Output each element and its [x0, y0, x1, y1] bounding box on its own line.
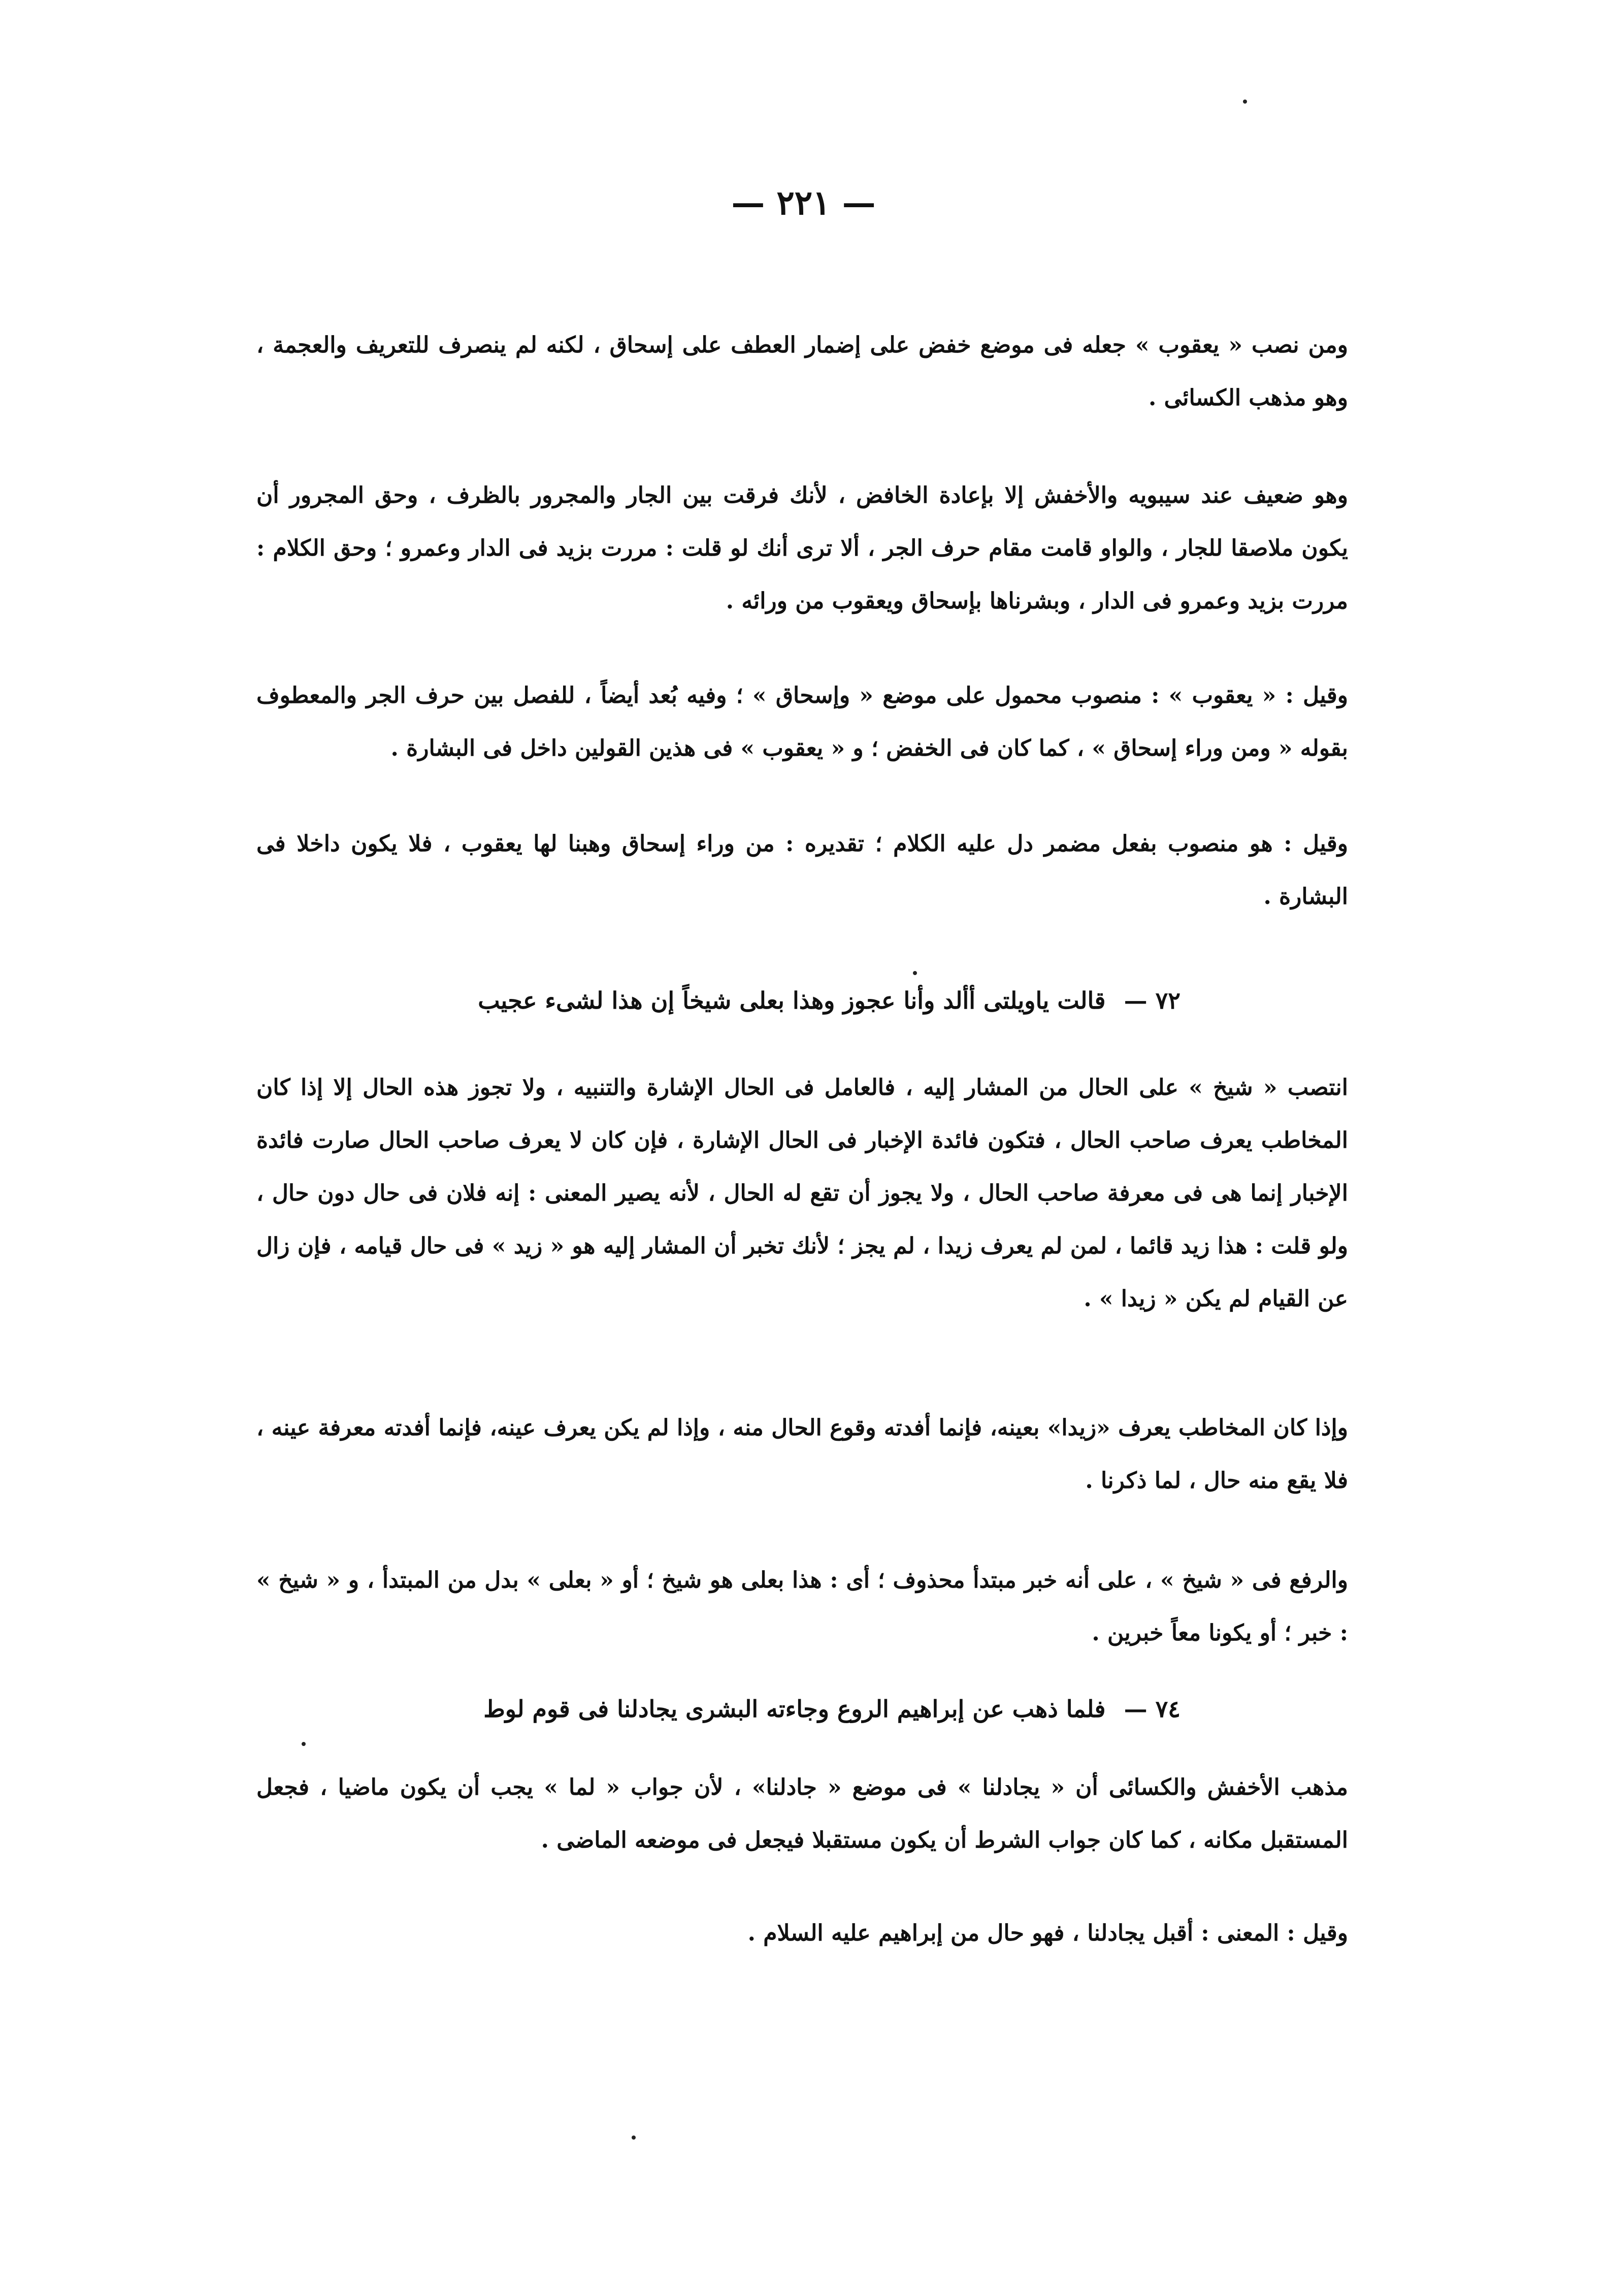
paragraph-fil-mudmar: وقيل : هو منصوب بفعل مضمر دل عليه الكلام ؛ تقديره : من وراء إسحاق وهبنا لها يعقوب ، فلا يكون داخلا فى البشارة .: [256, 831, 1348, 910]
paragraph-sibawayh: وهو ضعيف عند سيبويه والأخفش إلا بإعادة الخافض ، لأنك فرقت بين الجار والمجرور بالظرف ، وحق المجرور أن يكون ملاصقا للجار ، والواو قامت مقام حرف الجر ، ألا ترى أنك لو قلت : مررت بزيد فى الدار وعمرو ؛ وحق الكلام : مررت بزيد وعمرو فى الدار ، وبشرناها بإسحاق ويعقوب من ورائه .: [256, 482, 1348, 614]
paragraph-raf-shaykh: والرفع فى « شيخ » ، على أنه خبر مبتدأ محذوف ؛ أى : هذا بعلى هو شيخ ؛ أو « بعلى » بدل من المبتدأ ، و « شيخ » : خبر ؛ أو يكونا معاً خبرين .: [256, 1567, 1348, 1646]
scan-speck: [302, 1742, 306, 1746]
paragraph-aqbala: وقيل : المعنى : أقبل يجادلنا ، فهو حال من إبراهيم عليه السلام .: [747, 1920, 1348, 1946]
scan-speck: [913, 971, 917, 975]
scan-speck: [1243, 100, 1247, 104]
verse-number: ٧٢ —: [1124, 987, 1180, 1014]
verse-text: فلما ذهب عن إبراهيم الروع وجاءته البشرى يجادلنا فى قوم لوط: [483, 1695, 1106, 1723]
page-number: — ٢٢١ —: [731, 183, 876, 222]
verse-number: ٧٤ —: [1124, 1695, 1180, 1723]
verse-heading-72: [419, 980, 1180, 1021]
verse-text: قالت ياويلتى أألد وأنا عجوز وهذا بعلى شيخاً إن هذا لشىء عجيب: [478, 987, 1106, 1014]
paragraph-zayd-ayn: وإذا كان المخاطب يعرف «زيدا» بعينه، فإنما أفدته وقوع الحال منه ، وإذا لم يكن يعرف عينه، فإنما أفدته معرفة عينه ، فلا يقع منه حال ، لما ذكرنا .: [256, 1415, 1348, 1494]
paragraph-yaqub-khafd: ومن نصب « يعقوب » جعله فى موضع خفض على إضمار العطف على إسحاق ، لكنه لم ينصرف للتعريف والعجمة ، وهو مذهب الكسائى .: [256, 332, 1348, 411]
verse-heading-74: [419, 1689, 1180, 1729]
paragraph-yaqub-mansub: وقيل : « يعقوب » : منصوب محمول على موضع « وإسحاق » ؛ وفيه بُعد أيضاً ، للفصل بين حرف الجر والمعطوف بقوله « ومن وراء إسحاق » ، كما كان فى الخفض ؛ و « يعقوب » فى هذين القولين داخل فى البشارة .: [256, 683, 1348, 761]
scan-speck: [632, 2136, 636, 2140]
paragraph-shaykh-hal: انتصب « شيخ » على الحال من المشار إليه ، فالعامل فى الحال الإشارة والتنبيه ، ولا تجوز هذه الحال إلا إذا كان المخاطب يعرف صاحب الحال ، فتكون فائدة الإخبار فى الحال الإشارة ، فإن كان لا يعرف صاحب الحال صارت فائدة الإخبار إنما هى فى معرفة صاحب الحال ، ولا يجوز أن تقع له الحال ، لأنه يصير المعنى : إنه فلان فى حال دون حال ، ولو قلت : هذا زيد قائما ، لمن لم يعرف زيدا ، لم يجز ؛ لأنك تخبر أن المشار إليه هو « زيد » فى حال قيامه ، فإن زال عن القيام لم يكن « زيدا » .: [256, 1075, 1348, 1312]
paragraph-akhfash-kisai: مذهب الأخفش والكسائى أن « يجادلنا » فى موضع « جادلنا» ، لأن جواب « لما » يجب أن يكون ماضيا ، فجعل المستقبل مكانه ، كما كان جواب الشرط أن يكون مستقبلا فيجعل فى موضعه الماضى .: [256, 1774, 1348, 1853]
